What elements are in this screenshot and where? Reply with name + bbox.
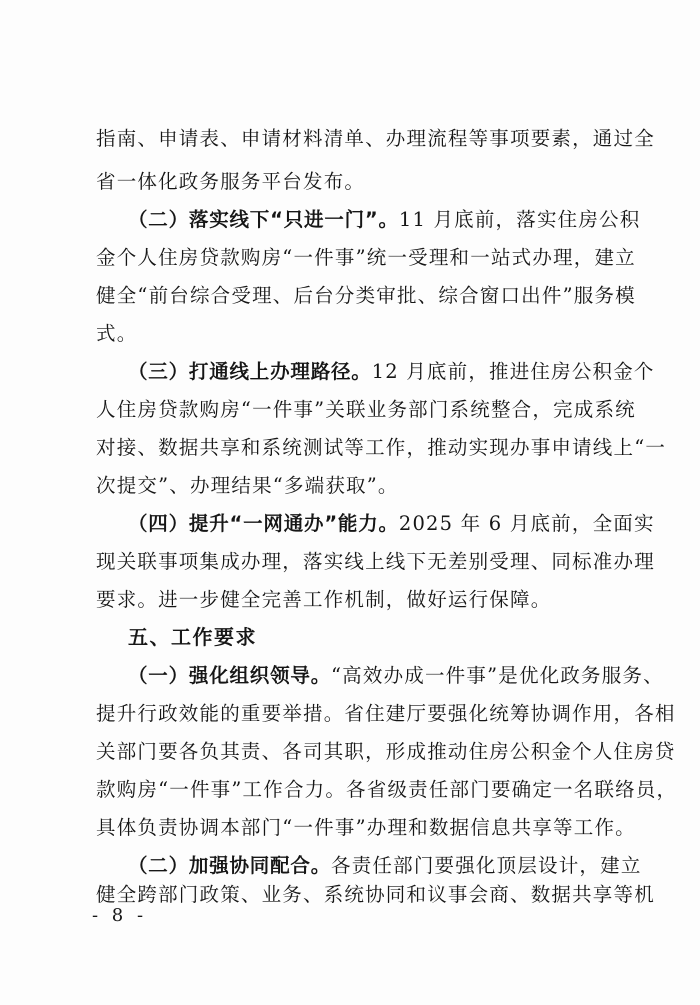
body-line: 对接、数据共享和系统测试等工作，推动实现办事申请线上“一 [96,436,667,459]
body-line: 次提交”、办理结果“多端获取”。 [96,474,399,497]
body-line: 关部门要各负其责、各司其职，形成推动住房公积金个人住房贷 [96,740,676,763]
body-line: 要求。进一步健全完善工作机制，做好运行保障。 [96,588,552,611]
body-line: 健全跨部门政策、业务、系统协同和议事会商、数据共享等机 [96,883,655,906]
paragraph-start-line [128,512,655,536]
paragraph-start-line [128,854,642,878]
body-line: 具体负责协调本部门“一件事”办理和数据信息共享等工作。 [96,816,636,839]
body-line: 健全“前台综合受理、后台分类审批、综合窗口出件”服务模 [96,284,636,307]
body-line: 省一体化政务服务平台发布。 [96,170,366,193]
paragraph-start-line [128,208,640,232]
paragraph-text: 12 月底前，推进住房公积金个 [371,360,655,383]
paragraph-start-line [128,664,664,688]
body-line: 款购房“一件事”工作合力。各省级责任部门要确定一名联络员， [96,778,678,801]
section-subheading: （一）强化组织领导。 [128,664,332,687]
paragraph-text: 2025 年 6 月底前，全面实 [398,512,655,535]
paragraph-text: 11 月底前，落实住房公积 [398,208,641,231]
body-line: 金个人住房贷款购房“一件事”统一受理和一站式办理，建立 [96,246,636,269]
body-line: 式。 [96,322,138,345]
body-line: 现关联事项集成办理，落实线上线下无差别受理、同标准办理 [96,550,655,573]
paragraph-text: “高效办成一件事”是优化政务服务、 [331,664,664,687]
section-subheading: （三）打通线上办理路径。 [128,360,372,383]
section-subheading: （二）落实线下“只进一门”。 [128,208,399,231]
body-line: 提升行政效能的重要举措。省住建厅要强化统筹协调作用，各相 [96,702,676,725]
page-number: - 8 - [92,905,148,926]
body-line: 指南、申请表、申请材料清单、办理流程等事项要素，通过全 [96,127,655,150]
body-line: 人住房贷款购房“一件事”关联业务部门系统整合，完成系统 [96,398,636,421]
section-heading: 五、工作要求 [128,625,257,649]
paragraph-start-line [128,360,655,384]
section-subheading: （四）提升“一网通办”能力。 [128,512,399,535]
section-subheading: （二）加强协同配合。 [128,854,332,877]
paragraph-text: 各责任部门要强化顶层设计，建立 [331,854,642,877]
